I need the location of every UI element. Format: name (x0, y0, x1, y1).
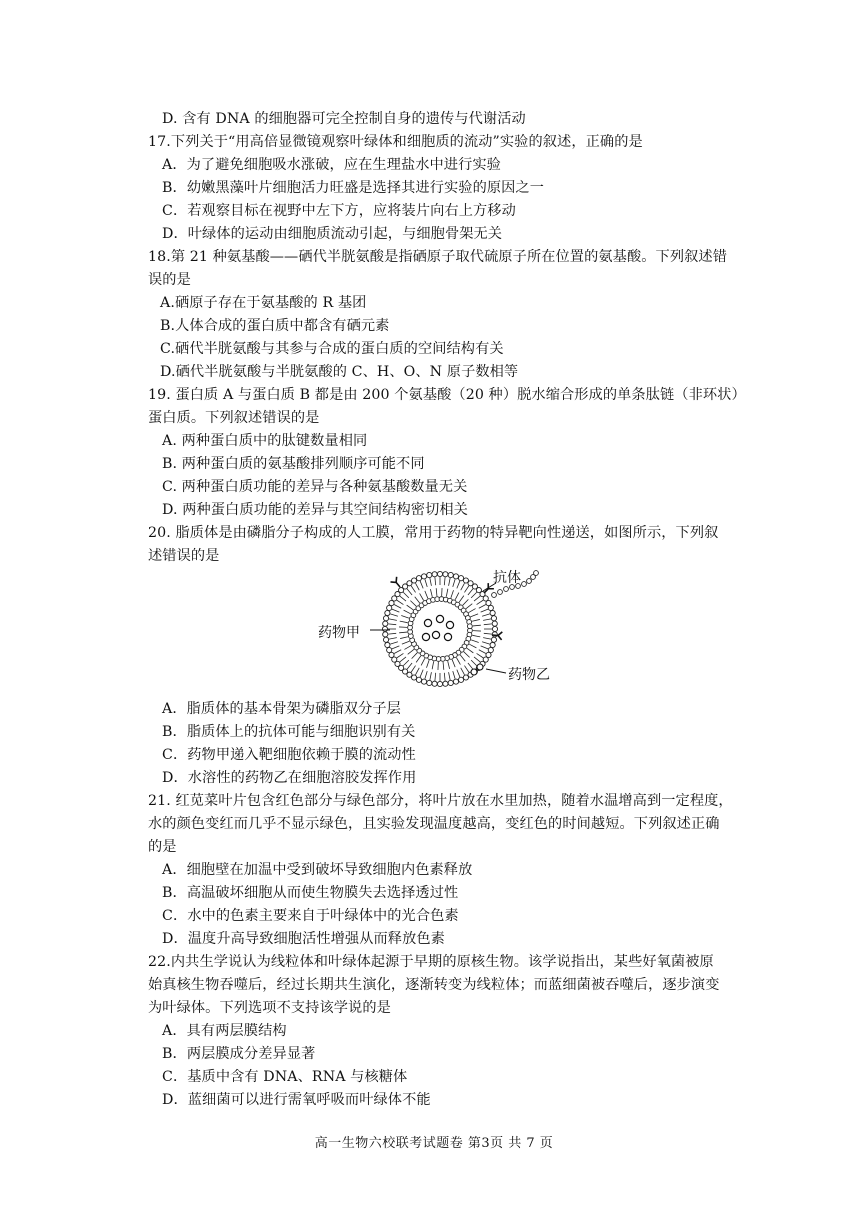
drug-a-label: 药物甲 (318, 625, 360, 641)
lipid-head (453, 574, 458, 579)
text-line: D. 两种蛋白质功能的差异与其空间结构密切相关 (162, 502, 468, 518)
text-line: 21. 红苋菜叶片包含红色部分与绿色部分，将叶片放在水里加热，随着水温增高到一定程度， (148, 793, 733, 809)
text-line: 水的颜色变红而几乎不显示绿色，且实验发现温度越高，变红色的时间越短。下列叙述正确 (148, 816, 720, 832)
lipid-head (427, 680, 432, 685)
lipid-head (387, 647, 392, 652)
lipid-tail (412, 653, 418, 659)
lipid-tail (444, 673, 445, 681)
lipid-tail (435, 577, 436, 585)
drug-a-particle (446, 621, 453, 628)
lipid-head (416, 677, 421, 682)
lipid-tail (430, 672, 432, 680)
lipid-tail (420, 670, 423, 677)
lipid-tail (452, 660, 455, 667)
text-line: C．药物甲递入靶细胞依赖于膜的流动性 (162, 747, 416, 763)
text-line: B．高温破坏细胞从而使生物膜失去选择透过性 (162, 885, 459, 901)
lipid-tail (468, 663, 473, 669)
lipid-head (458, 677, 463, 682)
text-line: 17.下列关于“用高倍显微镜观察叶绿体和细胞质的流动”实验的叙述，正确的是 (148, 134, 643, 150)
lipid-head (382, 626, 387, 631)
lipid-head (458, 576, 463, 581)
lipid-head (421, 679, 426, 684)
lipid-tail (425, 671, 427, 679)
lipid-head (389, 652, 394, 657)
lipid-tail (469, 609, 476, 613)
lipid-head (443, 572, 448, 577)
drug-a-particle (436, 615, 443, 622)
text-line: A.硒原子存在于氨基酸的 R 基团 (160, 295, 367, 311)
lipid-tail (463, 599, 469, 605)
lipid-tail (473, 625, 481, 626)
lipid-tail (388, 624, 396, 625)
lipid-tail (420, 593, 424, 600)
lipid-tail (392, 609, 399, 612)
text-line: 述错误的是 (148, 548, 220, 564)
lipid-tail (392, 646, 399, 649)
lipid-tail (464, 586, 468, 593)
lipid-tail (449, 578, 451, 586)
antibody-bead (504, 587, 509, 592)
lipid-tail (477, 600, 484, 604)
text-line: 22.内共生学说认为线粒体和叶绿体起源于早期的原核生物。该学说指出，某些好氧菌被原 (148, 954, 714, 970)
lipid-tail (471, 640, 479, 643)
lipid-tail (402, 641, 409, 644)
text-line: B．两层膜成分差异显著 (162, 1046, 316, 1062)
antibody-label: 抗体 (493, 570, 521, 586)
drug-b-particle (471, 669, 477, 675)
lipid-tail (477, 653, 484, 657)
lipid-head (492, 621, 497, 626)
text-line: D．叶绿体的运动由细胞质流动引起，与细胞骨架无关 (162, 226, 503, 242)
lipid-tail (471, 660, 477, 666)
lipid-head (432, 572, 437, 577)
text-line: B. 两种蛋白质的氨基酸排列顺序可能不同 (162, 456, 425, 472)
lipid-head (448, 572, 453, 577)
lipid-tail (479, 604, 486, 608)
lipid-head (463, 675, 468, 680)
lipid-tail (397, 653, 404, 657)
lipid-head (383, 632, 388, 637)
lipid-tail (481, 609, 488, 612)
lipid-tail (430, 589, 432, 597)
lipid-tail (416, 656, 421, 663)
lipid-tail (411, 666, 415, 673)
lipid-tail (484, 633, 492, 634)
lipid-head (427, 572, 432, 577)
lipid-tail (483, 619, 491, 621)
lipid-tail (436, 588, 437, 596)
text-line: C．基质中含有 DNA、RNA 与核糖体 (162, 1069, 408, 1085)
lipid-tail (474, 657, 480, 662)
antibody-bead (527, 579, 532, 584)
lipid-tail (407, 605, 414, 610)
lipid-tail (481, 646, 488, 649)
lipid-tail (457, 670, 460, 677)
lipid-tail (460, 655, 465, 661)
lipid-head (443, 681, 448, 686)
drug-a-particle (444, 633, 451, 640)
text-line: C.硒代半胱氨酸与其参与合成的蛋白质的空间结构有关 (160, 341, 504, 357)
lipid-tail (408, 649, 414, 654)
text-line: D.硒代半胱氨酸与半胱氨酸的 C、H、O、N 原子数相等 (160, 364, 519, 380)
lipid-head (488, 647, 493, 652)
text-line: B．幼嫩黑藻叶片细胞活力旺盛是选择其进行实验的原因之一 (162, 180, 545, 196)
lipid-tail (448, 661, 450, 669)
lipid-head (490, 610, 495, 615)
lipid-tail (451, 590, 454, 598)
text-line: 蛋白质。下列叙述错误的是 (148, 410, 320, 426)
lipid-tail (472, 635, 480, 637)
text-line: B．脂质体上的抗体可能与细胞识别有关 (162, 724, 416, 740)
text-line: C．若观察目标在视野中左下方，应将装片向右上方移动 (162, 203, 516, 219)
lipid-tail (394, 650, 401, 654)
lipid-head (387, 605, 392, 610)
lipid-head (448, 680, 453, 685)
lipid-head (421, 574, 426, 579)
text-line: A．具有两层膜结构 (162, 1023, 287, 1039)
lipid-tail (459, 596, 464, 603)
drug-b-label: 药物乙 (508, 667, 550, 683)
lipid-tail (415, 668, 419, 675)
lipid-tail (446, 589, 448, 597)
lipid-tail (425, 579, 427, 587)
lipid-tail (435, 673, 436, 681)
lipid-tail (404, 645, 411, 649)
lipid-tail (403, 660, 409, 666)
text-line: A．细胞壁在加温中受到破坏导致细胞内色素释放 (162, 862, 473, 878)
lipid-tail (453, 579, 455, 587)
lipid-head (486, 600, 491, 605)
page-footer: 高一生物六校联考试题卷 第3页 共 7 页 (314, 1136, 554, 1151)
text-line: D．温度升高导致细胞活性增强从而释放色素 (162, 931, 445, 947)
lipid-head (416, 576, 421, 581)
lipid-tail (457, 581, 460, 588)
lipid-tail (455, 593, 459, 600)
text-line: 19. 蛋白质 A 与蛋白质 B 都是由 200 个氨基酸（20 种）脱水缩合形成的单条肽链（非环状） (148, 387, 746, 403)
lipid-tail (482, 614, 490, 616)
lipid-tail (432, 661, 434, 669)
drug-a-particle (422, 633, 429, 640)
text-line: C．水中的色素主要来自于叶绿体中的光合色素 (162, 908, 459, 924)
drug-a-particle (432, 631, 439, 638)
text-line: 20. 脂质体是由磷脂分子构成的人工膜，常用于药物的特异靶向性递送，如图所示，下列叙 (148, 525, 719, 541)
lipid-head (467, 624, 472, 629)
lipid-tail (397, 600, 404, 604)
lipid-tail (482, 642, 490, 644)
lipid-head (491, 637, 496, 642)
text-line: C. 两种蛋白质功能的差异与各种氨基酸数量无关 (162, 479, 468, 495)
antibody-bead (522, 582, 527, 587)
antibody-bead (492, 593, 497, 598)
antibody-bead (498, 590, 503, 595)
lipid-tail (464, 666, 468, 673)
lipid-tail (415, 597, 420, 603)
lipid-tail (430, 578, 432, 586)
text-line: A．脂质体的基本骨架为磷脂双分子层 (162, 701, 401, 717)
lipid-tail (472, 619, 480, 621)
lipid-head (490, 642, 495, 647)
lipid-tail (407, 663, 412, 669)
lipid-head (385, 610, 390, 615)
lipid-tail (483, 638, 491, 640)
lipid-tail (453, 671, 455, 679)
text-line: B.人体合成的蛋白质中都含有硒元素 (160, 318, 390, 334)
lipid-tail (421, 658, 425, 665)
lipid-tail (464, 652, 470, 658)
lipid-tail (474, 596, 480, 601)
lipid-tail (400, 621, 408, 623)
lipid-tail (471, 592, 477, 598)
text-line: A．为了避免细胞吸水涨破，应在生理盐水中进行实验 (162, 157, 501, 173)
lipid-tail (426, 660, 429, 668)
lipid-tail (401, 615, 409, 618)
lipid-tail (444, 577, 445, 585)
lipid-tail (403, 592, 409, 598)
drug-a-particle (424, 619, 431, 626)
lipid-head (385, 642, 390, 647)
lipid-tail (390, 614, 398, 616)
lipid-tail (400, 637, 408, 639)
antibody-bead (534, 571, 539, 576)
text-line: D. 含有 DNA 的细胞器可完全控制自身的遗传与代谢活动 (162, 111, 526, 127)
liposome-diagram (318, 565, 568, 693)
lipid-tail (443, 662, 444, 670)
lipid-tail (449, 672, 451, 680)
text-line: D．蓝细菌可以进行需氧呼吸而叶绿体不能 (162, 1092, 431, 1108)
lipid-tail (400, 657, 406, 662)
lipid-tail (388, 633, 396, 634)
lipid-tail (399, 632, 407, 633)
lipid-tail (461, 583, 465, 590)
text-line: D．水溶性的药物乙在细胞溶胶发挥作用 (162, 770, 417, 786)
drug-b-particle (477, 664, 483, 670)
lipid-tail (461, 668, 465, 675)
text-line: 的是 (148, 839, 177, 855)
lipid-tail (467, 648, 474, 653)
lipid-head (383, 621, 388, 626)
lipid-tail (389, 638, 397, 640)
lipid-head (437, 681, 442, 686)
lipid-tail (410, 601, 416, 607)
text-line: 18.第 21 种氨基酸——硒代半胱氨酸是指硒原子取代硫原子所在位置的氨基酸。下列叙述错 (148, 249, 727, 265)
lipid-head (491, 616, 496, 621)
lipid-tail (390, 642, 398, 644)
lipid-head (432, 681, 437, 686)
lipid-tail (479, 650, 486, 654)
lipid-head (383, 616, 388, 621)
lipid-tail (466, 604, 472, 609)
lipid-head (492, 626, 497, 631)
lipid-tail (468, 589, 473, 595)
lipid-head (488, 605, 493, 610)
lipid-tail (411, 586, 415, 593)
lipid-tail (456, 658, 460, 665)
lipid-tail (420, 581, 423, 588)
text-line: 始真核生物吞噬后，经过长期共生演化，逐渐转变为线粒体；而蓝细菌被吞噬后，逐步演变 (148, 977, 720, 993)
lipid-tail (415, 583, 419, 590)
lipid-head (411, 578, 416, 583)
lipid-tail (425, 591, 428, 598)
lipid-tail (407, 589, 412, 595)
lipid-tail (394, 604, 401, 608)
lipid-tail (389, 619, 397, 621)
lipid-head (437, 571, 442, 576)
lipid-head (453, 679, 458, 684)
drug-b-pointer (486, 669, 506, 673)
text-line: 误的是 (148, 272, 191, 288)
text-line: A. 两种蛋白质中的肽键数量相同 (162, 433, 368, 449)
lipid-tail (484, 624, 492, 625)
lipid-head (383, 637, 388, 642)
lipid-tail (404, 610, 411, 614)
lipid-tail (400, 596, 406, 601)
lipid-tail (471, 614, 478, 617)
text-line: 为叶绿体。下列选项不支持该学说的是 (148, 1000, 391, 1016)
lipid-tail (469, 644, 476, 648)
